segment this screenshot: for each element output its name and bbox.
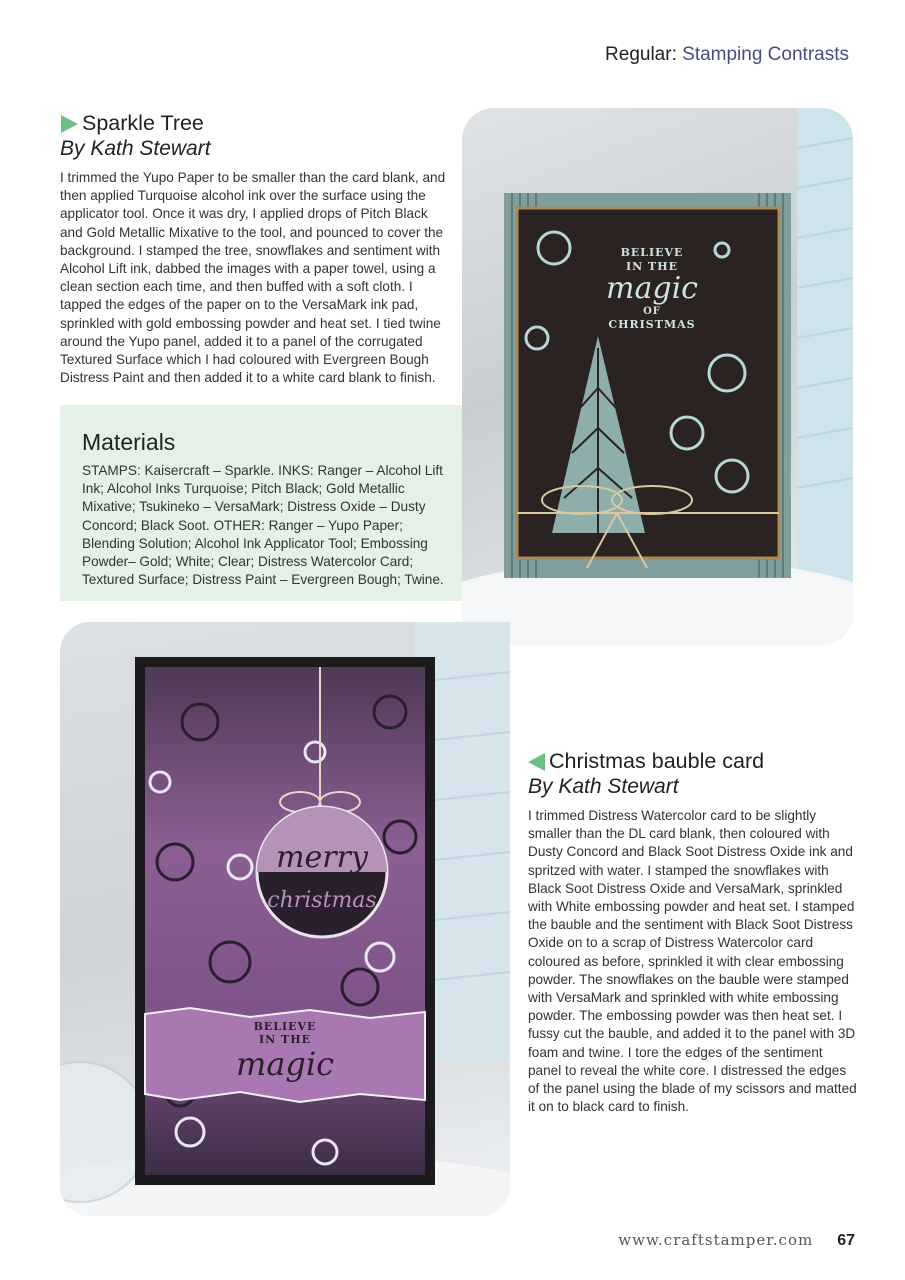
article1-title-row — [61, 111, 204, 136]
bauble-text-merry: merry — [276, 840, 368, 875]
card1-line1: BELIEVE — [620, 246, 684, 259]
article2-title: Christmas bauble card — [549, 749, 765, 773]
card2-sentiment-line1: BELIEVE — [253, 1020, 317, 1033]
website-url: www.craftstamper.com — [618, 1231, 814, 1249]
page-number: 67 — [837, 1232, 855, 1249]
play-triangle-icon — [61, 115, 78, 133]
bauble-text-christmas: christmas — [267, 888, 377, 913]
card1-line3: magic — [606, 271, 698, 306]
materials-text: STAMPS: Kaisercraft – Sparkle. INKS: Ranger – Alcohol Lift Ink; Alcohol Inks Turquoise; Pitch Black; Gold Metallic Mixative; Tsukineko – VersaMark; Distress Oxide – Dusty Concord; Black Soot. OTHER: Ranger – Yupo Paper; Blending Solution; Alcohol Ink Applicator Tool; Embossing Powder– Gold; White; Clear; Distress Watercolor Card; Textured Surface; Distress Paint – Evergreen Bough; Twine. — [82, 463, 444, 588]
sparkle-tree-photo — [462, 108, 853, 645]
section-name: Stamping Contrasts — [682, 44, 849, 65]
materials-heading: Materials — [82, 429, 176, 455]
reverse-triangle-icon — [528, 753, 545, 771]
article2-byline: By Kath Stewart — [528, 775, 679, 798]
card1-line2: IN THE — [626, 260, 678, 273]
article2-title-row — [528, 749, 764, 774]
card2-sentiment-line2: IN THE — [259, 1033, 311, 1046]
card2-sentiment-line3: magic — [235, 1045, 335, 1083]
article1-body: I trimmed the Yupo Paper to be smaller than the card blank, and then applied Turquoise alcohol ink over the surface using the applicator tool. Once it was dry, I applied drops of Pitch Black and Gold Metallic Mixative to the tool, and pounced to cover the background. I stamped the tree, snowflakes and sentiment with Alcohol Lift ink, dabbed the images with a paper towel, using a clean section each time, and then buffed with a soft cloth. I tapped the edges of the paper on to the VersaMark ink pad, sprinkled with gold embossing powder and heat set. I tied twine around the Yupo panel, added it to a panel of the corrugated Textured Surface which I had coloured with Evergreen Bough Distress Paint and then added it to a white card blank to finish. — [60, 170, 446, 386]
materials-box — [60, 405, 462, 601]
article1-title: Sparkle Tree — [82, 111, 204, 135]
section-prefix: Regular: — [605, 44, 683, 65]
card1-line4: OF — [643, 306, 661, 317]
article2-body: I trimmed Distress Watercolor card to be slightly smaller than the DL card blank, then coloured with Dusty Concord and Black Soot Distress Oxide ink and spritzed with water. I stamped the snowflakes with Black Soot Distress Oxide and VersaMark, sprinkled with White embossing powder and heat set. I stamped the bauble and the sentiment with Black Soot Distress Oxide on to a scrap of Distress Watercolor card coloured as before, sprinkled it with clear embossing powder. The snowflakes on the bauble were stamped with VersaMark and sprinkled with white embossing powder. The embossing powder was then heat set. I fussy cut the bauble, and added it to the panel with 3D foam and twine. I tore the edges of the sentiment panel to reveal the white core. I distressed the edges of the panel using the blade of my scissors and matted it on to black card to finish. — [528, 808, 857, 1115]
sparkle-tree-card-illustration — [462, 108, 853, 645]
article1-byline: By Kath Stewart — [60, 137, 211, 160]
card1-line5: CHRISTMAS — [608, 318, 696, 331]
christmas-bauble-card-illustration — [60, 622, 510, 1216]
section-header — [605, 44, 849, 66]
page-footer — [618, 1231, 855, 1250]
christmas-bauble-photo — [60, 622, 510, 1216]
